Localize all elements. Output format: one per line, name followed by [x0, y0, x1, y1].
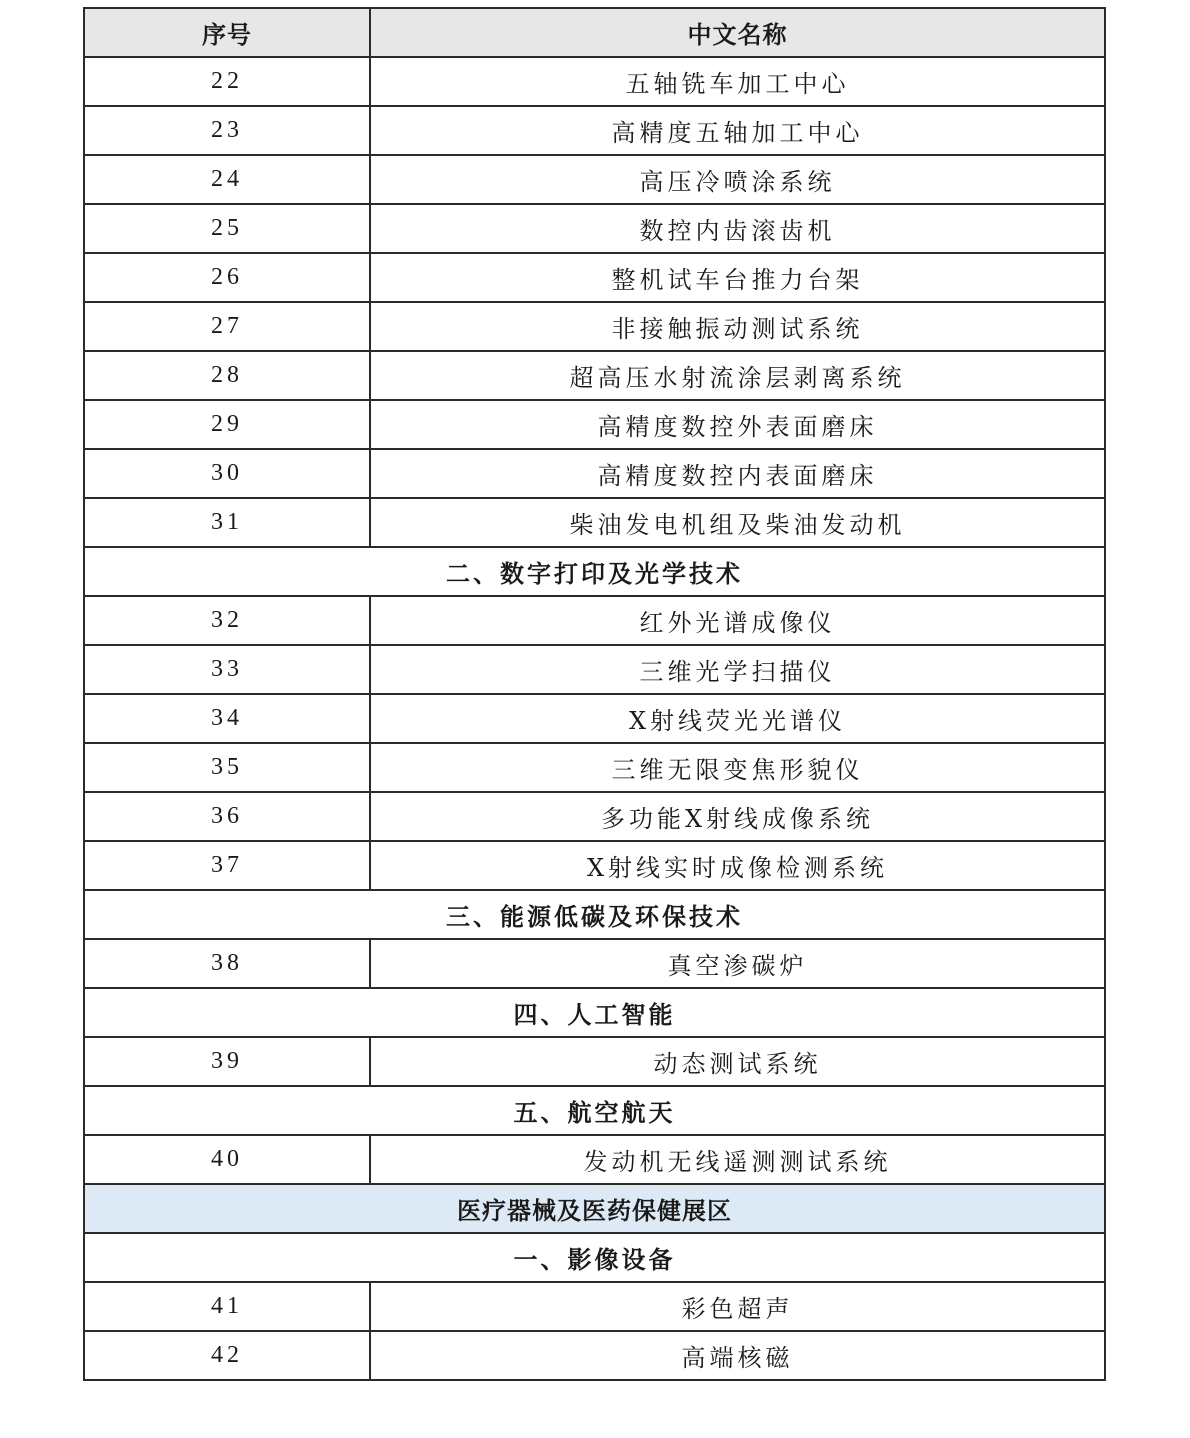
table-row	[84, 1282, 1105, 1331]
table-row	[84, 841, 1105, 890]
section-header-row	[84, 988, 1105, 1037]
row-number: 36	[84, 792, 370, 841]
table-row	[84, 694, 1105, 743]
column-header-name: 中文名称	[370, 8, 1105, 57]
row-number: 24	[84, 155, 370, 204]
row-number: 29	[84, 400, 370, 449]
row-number: 32	[84, 596, 370, 645]
table-row	[84, 743, 1105, 792]
row-name: 发动机无线遥测测试系统	[370, 1135, 1105, 1184]
table-row	[84, 57, 1105, 106]
row-number: 31	[84, 498, 370, 547]
row-number: 39	[84, 1037, 370, 1086]
section-header-row	[84, 890, 1105, 939]
table-row	[84, 1135, 1105, 1184]
row-number: 40	[84, 1135, 370, 1184]
table-row	[84, 939, 1105, 988]
row-name: 三维光学扫描仪	[370, 645, 1105, 694]
section-title: 五、航空航天	[84, 1086, 1105, 1135]
row-name: 高精度数控外表面磨床	[370, 400, 1105, 449]
row-number: 38	[84, 939, 370, 988]
row-name: 非接触振动测试系统	[370, 302, 1105, 351]
row-name: 整机试车台推力台架	[370, 253, 1105, 302]
zone-title: 医疗器械及医药保健展区	[84, 1184, 1105, 1233]
section-title: 三、能源低碳及环保技术	[84, 890, 1105, 939]
row-name: X射线实时成像检测系统	[370, 841, 1105, 890]
table-row	[84, 106, 1105, 155]
row-name: X射线荧光光谱仪	[370, 694, 1105, 743]
row-name: 超高压水射流涂层剥离系统	[370, 351, 1105, 400]
row-number: 28	[84, 351, 370, 400]
table-body	[84, 57, 1105, 1380]
row-name: 多功能X射线成像系统	[370, 792, 1105, 841]
section-header-row	[84, 547, 1105, 596]
table-row	[84, 449, 1105, 498]
section-header-row	[84, 1233, 1105, 1282]
table-row	[84, 204, 1105, 253]
row-number: 33	[84, 645, 370, 694]
zone-header-row	[84, 1184, 1105, 1233]
table-row	[84, 498, 1105, 547]
row-number: 41	[84, 1282, 370, 1331]
section-title: 四、人工智能	[84, 988, 1105, 1037]
section-title: 一、影像设备	[84, 1233, 1105, 1282]
row-number: 42	[84, 1331, 370, 1380]
row-name: 高精度五轴加工中心	[370, 106, 1105, 155]
row-name: 高精度数控内表面磨床	[370, 449, 1105, 498]
row-number: 30	[84, 449, 370, 498]
table-header-row	[84, 8, 1105, 57]
row-name: 高压冷喷涂系统	[370, 155, 1105, 204]
table-row	[84, 1037, 1105, 1086]
row-number: 23	[84, 106, 370, 155]
table-row	[84, 253, 1105, 302]
row-number: 27	[84, 302, 370, 351]
row-name: 真空渗碳炉	[370, 939, 1105, 988]
row-number: 37	[84, 841, 370, 890]
table-row	[84, 400, 1105, 449]
section-header-row	[84, 1086, 1105, 1135]
table-row	[84, 792, 1105, 841]
equipment-table	[83, 7, 1106, 1381]
table-row	[84, 596, 1105, 645]
row-number: 35	[84, 743, 370, 792]
row-number: 26	[84, 253, 370, 302]
table-row	[84, 155, 1105, 204]
column-header-no: 序号	[84, 8, 370, 57]
row-name: 柴油发电机组及柴油发动机	[370, 498, 1105, 547]
row-number: 34	[84, 694, 370, 743]
table-row	[84, 645, 1105, 694]
row-name: 三维无限变焦形貌仪	[370, 743, 1105, 792]
row-name: 彩色超声	[370, 1282, 1105, 1331]
row-name: 红外光谱成像仪	[370, 596, 1105, 645]
row-name: 高端核磁	[370, 1331, 1105, 1380]
row-name: 动态测试系统	[370, 1037, 1105, 1086]
row-name: 数控内齿滚齿机	[370, 204, 1105, 253]
row-number: 25	[84, 204, 370, 253]
table-row	[84, 1331, 1105, 1380]
row-name: 五轴铣车加工中心	[370, 57, 1105, 106]
table-row	[84, 351, 1105, 400]
section-title: 二、数字打印及光学技术	[84, 547, 1105, 596]
row-number: 22	[84, 57, 370, 106]
table-row	[84, 302, 1105, 351]
